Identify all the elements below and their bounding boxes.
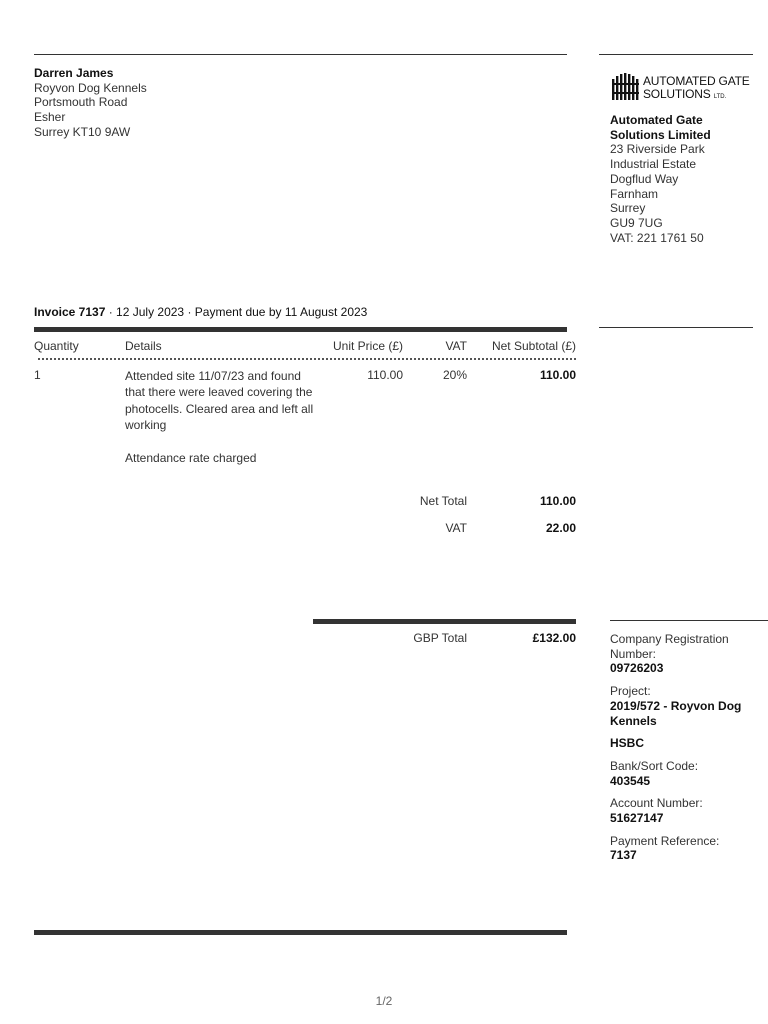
gbp-total-value: £132.00 <box>532 631 576 645</box>
customer-line-1: Royvon Dog Kennels <box>34 80 147 95</box>
net-total-label: Net Total <box>419 494 467 508</box>
header-dotted-separator <box>38 358 576 360</box>
account-number-label: Account Number: <box>610 796 703 811</box>
registration-value: 09726203 <box>610 661 664 676</box>
row-details-line-3: photocells. Cleared area and left all <box>125 401 314 416</box>
project-value-1: 2019/572 - Royvon Dog <box>610 698 742 713</box>
col-header-vat: VAT <box>445 339 467 353</box>
page-indicator: 1/2 <box>375 994 393 1008</box>
company-addr-5: Surrey <box>610 201 646 216</box>
sort-code-value: 403545 <box>610 773 651 788</box>
side-rule-1 <box>599 327 753 328</box>
vat-total-value: 22.00 <box>545 521 576 535</box>
project-value-2: Kennels <box>610 713 657 728</box>
company-name-line-2: Solutions Limited <box>610 127 711 142</box>
company-vat: VAT: 221 1761 50 <box>610 230 704 245</box>
company-addr-4: Farnham <box>610 186 659 201</box>
row-details-note: Attendance rate charged <box>125 451 257 466</box>
company-addr-2: Industrial Estate <box>610 157 697 172</box>
invoice-meta: · 12 July 2023 · Payment due by 11 August 2023 <box>105 305 368 319</box>
bank-name: HSBC <box>610 736 645 751</box>
net-total-value: 110.00 <box>539 494 576 508</box>
row-net-subtotal: 110.00 <box>539 368 576 382</box>
customer-line-2: Portsmouth Road <box>34 95 128 110</box>
registration-label-1: Company Registration <box>610 632 729 646</box>
logo-line-1: AUTOMATED GATE <box>643 74 750 88</box>
side-rule-2 <box>610 620 768 621</box>
invoice-number: Invoice 7137 <box>34 305 106 319</box>
logo-ltd: LTD. <box>713 94 727 100</box>
row-details-line-1: Attended site 11/07/23 and found <box>125 369 301 383</box>
col-header-unit-price: Unit Price (£) <box>332 339 403 353</box>
account-number-value: 51627147 <box>610 811 664 826</box>
company-address <box>610 113 760 245</box>
row-unit-price: 110.00 <box>367 368 403 382</box>
vat-total-label: VAT <box>445 521 467 535</box>
col-header-quantity: Quantity <box>34 339 79 353</box>
payment-info <box>610 632 760 863</box>
payment-reference-label: Payment Reference: <box>610 833 720 848</box>
sort-code-label: Bank/Sort Code: <box>610 758 699 773</box>
company-name-line-1: Automated Gate <box>610 113 703 127</box>
logo-line-2: SOLUTIONS LTD. <box>643 87 727 101</box>
company-addr-3: Dogflud Way <box>610 171 679 186</box>
row-details-line-2: that there were leaved covering the <box>125 385 313 400</box>
row-details-line-4: working <box>125 417 167 432</box>
customer-line-3: Esher <box>34 110 66 125</box>
top-rule-right <box>599 54 753 55</box>
bottom-rule <box>34 930 567 935</box>
customer-address <box>34 66 334 140</box>
total-rule <box>313 619 576 624</box>
payment-reference-value: 7137 <box>610 848 637 863</box>
company-addr-1: 23 Riverside Park <box>610 142 705 157</box>
table-top-rule <box>34 327 567 332</box>
col-header-details: Details <box>125 339 162 353</box>
gbp-total-label: GBP Total <box>413 631 467 645</box>
project-label: Project: <box>610 684 651 699</box>
row-quantity: 1 <box>34 368 41 382</box>
row-details <box>125 368 325 466</box>
invoice-heading <box>34 305 367 319</box>
top-rule-left <box>34 54 567 55</box>
col-header-net-subtotal: Net Subtotal (£) <box>491 339 576 353</box>
registration-label-2: Number: <box>610 646 657 661</box>
gate-logo-icon <box>612 73 639 100</box>
company-logo-text <box>643 75 750 104</box>
customer-name: Darren James <box>34 66 114 80</box>
customer-line-4: Surrey KT10 9AW <box>34 124 131 139</box>
row-vat: 20% <box>442 368 467 382</box>
company-addr-6: GU9 7UG <box>610 215 663 230</box>
